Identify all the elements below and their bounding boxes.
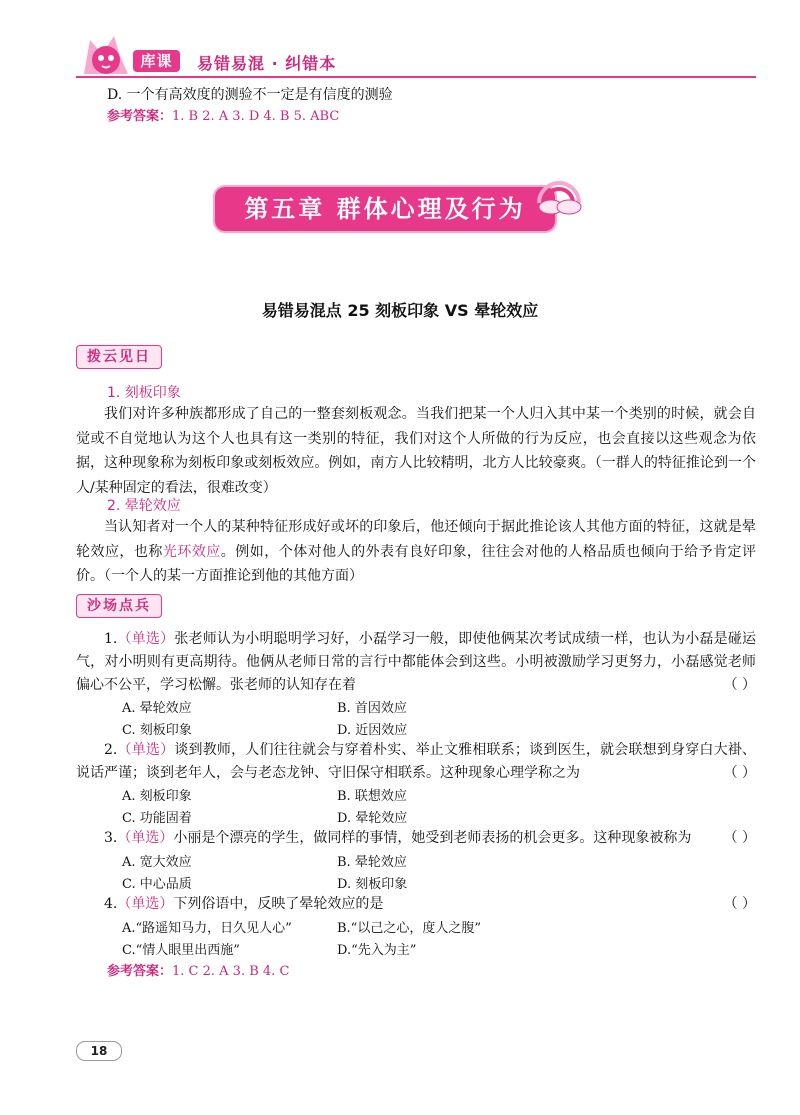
question-1: 1.（单选）张老师认为小明聪明学习好，小磊学习一般，即使他俩某次考试成绩一样，也认为小磊是碰运气，对小明则有更高期待。他俩从老师日常的言行中都能体会到这些。小明被激励学习更努力，小磊感觉老师偏心不公平，学习松懈。张老师的认知存在着 （ ） [76,628,756,697]
question-type: （单选） [117,896,174,912]
highlight-term: 光环效应 [162,543,221,560]
q4-option-a: A.“路遥知马力，日久见人心” [122,921,292,936]
prev-option-d: D. 一个有高效度的测验不一定是有信度的测验 [107,87,393,103]
question-4: 4.（单选）下列俗语中，反映了晕轮效应的是 （ ） [76,893,756,916]
q1-option-a: A. 晕轮效应 [122,701,192,716]
answer-blank: （ ） [723,830,756,846]
q1-option-d: D. 近因效应 [337,723,408,738]
concept-2-text: 当认知者对一个人的某种特征形成好或坏的印象后，他还倾向于据此推论该人其他方面的特征，这就是晕轮效应，也称光环效应。例如，个体对他人的外表有良好印象，往往会对他的人格品质也倾向于给予肯定评价。（一个人的某一方面推论到他的其他方面） [76,519,757,584]
answer-blank: （ ） [723,677,756,693]
brand-title: 易错易混 · 纠错本 [197,54,337,73]
practice-answer-label: 参考答案： [107,964,173,979]
q3-option-d: D. 刻板印象 [337,877,408,892]
prev-answer-label: 参考答案： [107,109,173,124]
q3-option-c: C. 中心品质 [122,877,192,892]
practice-answer-text: 1. C 2. A 3. B 4. C [172,964,290,979]
rainbow-cloud-icon [533,175,587,215]
question-3: 3.（单选）小丽是个漂亮的学生，做同样的事情，她受到老师表扬的机会更多。这种现象被称为 （ ） [76,827,756,850]
chapter-title: 第五章 群体心理及行为 [215,187,555,231]
prev-answer-text: 1. B 2. A 3. D 4. B 5. ABC [172,109,340,124]
q2-option-d: D. 晕轮效应 [337,811,408,826]
answer-blank: （ ） [723,765,756,781]
question-2: 2.（单选）谈到教师，人们往往就会与穿着朴实、举止文雅相联系；谈到医生，就会联想到身穿白大褂、说话严谨；谈到老年人，会与老态龙钟、守旧保守相联系。这种现象心理学称之为 （ ） [76,739,756,785]
question-type: （单选） [117,742,175,758]
q1-option-b: B. 首因效应 [337,701,407,716]
concepts-tag: 拨云见日 [76,345,162,369]
prev-answer [107,105,339,124]
concept-2-heading: 2. 晕轮效应 [107,498,181,514]
header-rule [76,76,756,78]
q4-option-d: D.“先入为主” [337,943,417,958]
page-number: 18 [76,1041,122,1061]
answer-blank: （ ） [723,896,756,912]
q2-option-c: C. 功能固着 [122,811,192,826]
q2-option-b: B. 联想效应 [337,789,407,804]
q3-option-b: B. 晕轮效应 [337,855,407,870]
q3-option-a: A. 宽大效应 [122,855,192,870]
practice-answer [107,960,289,979]
question-type: （单选） [117,631,175,647]
chapter-banner-wrap [215,175,585,237]
question-type: （单选） [117,830,174,846]
q4-option-b: B.“以己之心，度人之腹” [337,921,481,936]
q2-option-a: A. 刻板印象 [122,789,192,804]
section-title: 易错易混点 25 刻板印象 VS 晕轮效应 [261,301,539,320]
concept-1-heading: 1. 刻板印象 [107,385,181,401]
practice-tag: 沙场点兵 [76,594,162,618]
logo-badge: 库课 [133,50,180,72]
concept-1-text: 我们对许多种族都形成了自己的一整套刻板观念。当我们把某一个人归入其中某一个类别的时候，就会自觉或不自觉地认为这个人也具有这一类别的特征，我们对这个人所做的行为反应，也会直接以这些观念为依据，这种现象称为刻板印象或刻板效应。例如，南方人比较精明，北方人比较豪爽。（一群人的特征推论到一个人/某种固定的看法，很难改变） [76,406,756,496]
q1-option-c: C. 刻板印象 [122,723,192,738]
q4-option-c: C.“情人眼里出西施” [122,943,240,958]
